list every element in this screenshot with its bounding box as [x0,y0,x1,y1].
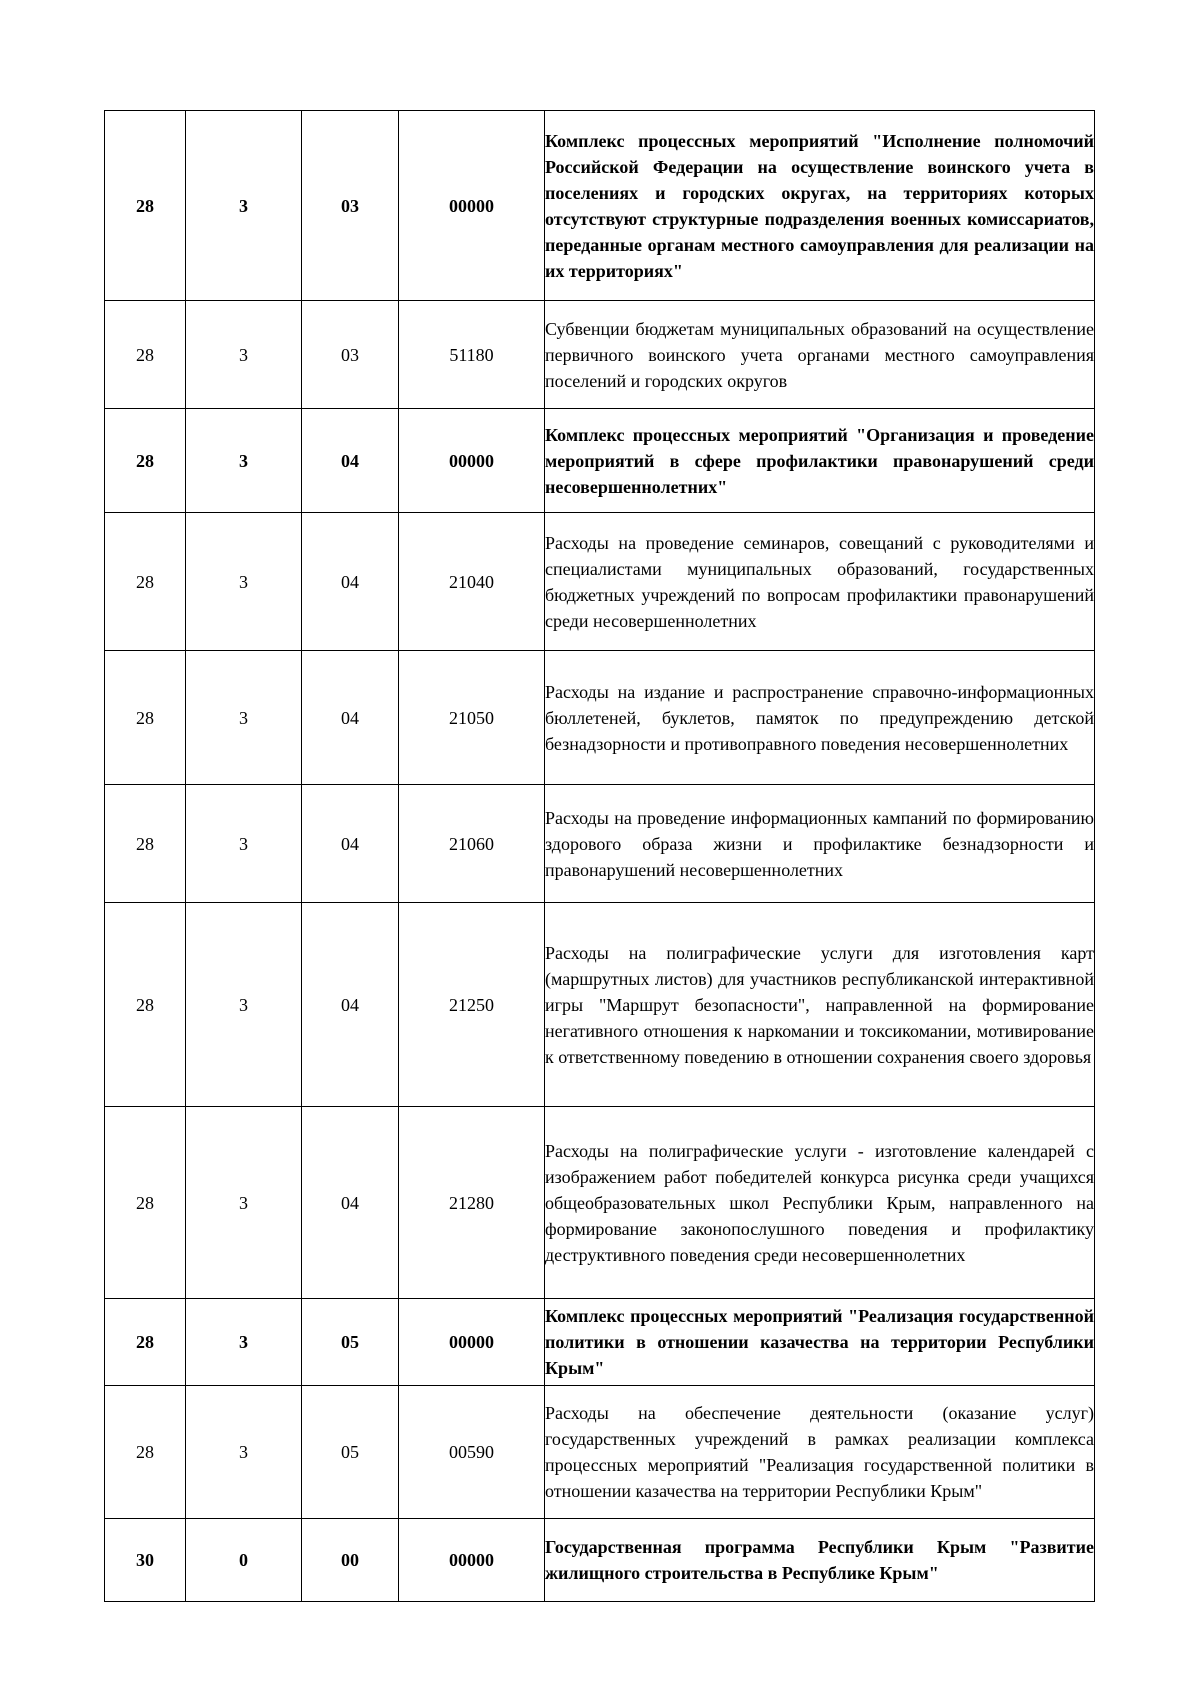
direction-code-cell: 21050 [399,651,545,785]
direction-code-cell: 00000 [399,409,545,513]
table-row [105,1386,1095,1519]
program-code-cell: 28 [105,1299,186,1386]
activity-code-cell: 05 [302,1386,399,1519]
subprogram-code-cell: 3 [186,111,302,301]
activity-code-cell: 03 [302,301,399,409]
subprogram-code-cell: 3 [186,409,302,513]
description-cell: Расходы на полиграфические услуги для изготовления карт (маршрутных листов) для участников республиканской интерактивной игры "Маршрут безопасности", направленной на формирование негативного отношения к наркомании и токсикомании, мотивирование к ответственному поведению в отношении сохранения своего здоровья [545,903,1095,1107]
table-row [105,409,1095,513]
table-row [105,785,1095,903]
subprogram-code-cell: 3 [186,1386,302,1519]
direction-code-cell: 21060 [399,785,545,903]
description-cell: Комплекс процессных мероприятий "Организация и проведение мероприятий в сфере профилактики правонарушений среди несовершеннолетних" [545,409,1095,513]
description-cell: Расходы на полиграфические услуги - изготовление календарей с изображением работ победителей конкурса рисунка среди учащихся общеобразовательных школ Республики Крым, направленного на формирование законопослушного поведения и профилактику деструктивного поведения среди несовершеннолетних [545,1107,1095,1299]
activity-code-cell: 04 [302,409,399,513]
subprogram-code-cell: 3 [186,301,302,409]
direction-code-cell: 21280 [399,1107,545,1299]
program-code-cell: 28 [105,1107,186,1299]
table-row [105,1519,1095,1602]
budget-classification-table [104,110,1095,1602]
direction-code-cell: 00000 [399,1299,545,1386]
program-code-cell: 28 [105,513,186,651]
program-code-cell: 28 [105,111,186,301]
subprogram-code-cell: 3 [186,903,302,1107]
program-code-cell: 28 [105,903,186,1107]
direction-code-cell: 00000 [399,111,545,301]
description-cell: Государственная программа Республики Крым "Развитие жилищного строительства в Республике Крым" [545,1519,1095,1602]
subprogram-code-cell: 3 [186,1299,302,1386]
table-row [105,651,1095,785]
direction-code-cell: 51180 [399,301,545,409]
description-cell: Расходы на проведение семинаров, совещаний с руководителями и специалистами муниципальных образований, государственных бюджетных учреждений по вопросам профилактики правонарушений среди несовершеннолетних [545,513,1095,651]
program-code-cell: 28 [105,785,186,903]
subprogram-code-cell: 3 [186,1107,302,1299]
program-code-cell: 28 [105,409,186,513]
activity-code-cell: 04 [302,651,399,785]
activity-code-cell: 04 [302,513,399,651]
table-body [105,111,1095,1602]
description-cell: Субвенции бюджетам муниципальных образований на осуществление первичного воинского учета органами местного самоуправления поселений и городских округов [545,301,1095,409]
program-code-cell: 28 [105,651,186,785]
direction-code-cell: 21040 [399,513,545,651]
program-code-cell: 28 [105,301,186,409]
table-row [105,1107,1095,1299]
table-row [105,1299,1095,1386]
direction-code-cell: 00590 [399,1386,545,1519]
table-row [105,301,1095,409]
subprogram-code-cell: 0 [186,1519,302,1602]
description-cell: Расходы на издание и распространение справочно-информационных бюллетеней, буклетов, памяток по предупреждению детской безнадзорности и противоправного поведения несовершеннолетних [545,651,1095,785]
activity-code-cell: 05 [302,1299,399,1386]
activity-code-cell: 00 [302,1519,399,1602]
table-row [105,513,1095,651]
program-code-cell: 28 [105,1386,186,1519]
activity-code-cell: 03 [302,111,399,301]
program-code-cell: 30 [105,1519,186,1602]
activity-code-cell: 04 [302,1107,399,1299]
table-row [105,903,1095,1107]
description-cell: Комплекс процессных мероприятий "Исполнение полномочий Российской Федерации на осуществление воинского учета в поселениях и городских округах, на территориях которых отсутствуют структурные подразделения военных комиссариатов, переданные органам местного самоуправления для реализации на их территориях" [545,111,1095,301]
description-cell: Расходы на проведение информационных кампаний по формированию здорового образа жизни и профилактике безнадзорности и правонарушений несовершеннолетних [545,785,1095,903]
direction-code-cell: 00000 [399,1519,545,1602]
table-row [105,111,1095,301]
subprogram-code-cell: 3 [186,513,302,651]
direction-code-cell: 21250 [399,903,545,1107]
description-cell: Расходы на обеспечение деятельности (оказание услуг) государственных учреждений в рамках реализации комплекса процессных мероприятий "Реализация государственной политики в отношении казачества на территории Республики Крым" [545,1386,1095,1519]
subprogram-code-cell: 3 [186,651,302,785]
activity-code-cell: 04 [302,903,399,1107]
subprogram-code-cell: 3 [186,785,302,903]
activity-code-cell: 04 [302,785,399,903]
description-cell: Комплекс процессных мероприятий "Реализация государственной политики в отношении казачества на территории Республики Крым" [545,1299,1095,1386]
